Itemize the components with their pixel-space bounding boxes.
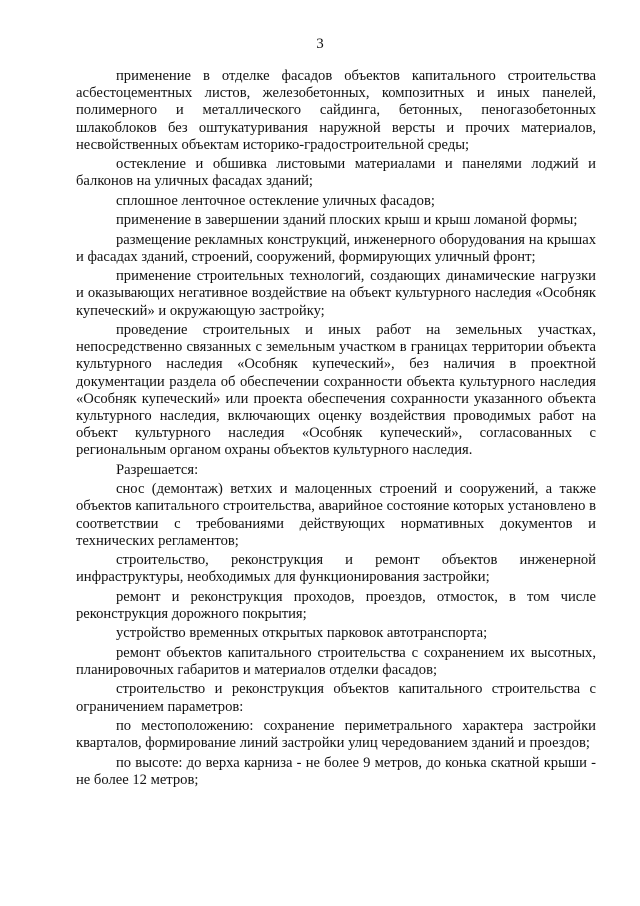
paragraph-location: по местоположению: сохранение периметрального характера застройки кварталов, формирование линий застройки улиц чередованием зданий и проездов; <box>76 717 596 752</box>
paragraph-allowed-heading: Разрешается: <box>116 461 199 478</box>
paragraph-passages: ремонт и реконструкция проходов, проездов, отмосток, в том числе реконструкция дорожного покрытия; <box>76 588 596 622</box>
page-number: 3 <box>316 36 324 52</box>
paragraph-demolition: снос (демонтаж) ветхих и малоценных строений и сооружений, а также объектов капитального строительства, аварийное состояние которых установлено в соответствии с требованиями действующих нормативных документов и технических регламентов; <box>76 481 596 549</box>
paragraph-glazing-balconies: остекление и обшивка листовыми материалами и панелями лоджий и балконов на уличных фасадах зданий; <box>76 156 596 190</box>
paragraph-flat-roofs: применение в завершении зданий плоских крыш и крыш ломаной формы; <box>116 212 578 229</box>
document-body <box>76 68 596 791</box>
paragraph-infrastructure: строительство, реконструкция и ремонт объектов инженерной инфраструктуры, необходимых для функционирования застройки; <box>76 552 596 586</box>
paragraph-advertising: размещение рекламных конструкций, инженерного оборудования на крышах и фасадах зданий, строений, сооружений, формирующих уличный фронт; <box>76 231 596 265</box>
paragraph-repair: ремонт объектов капитального строительства с сохранением их высотных, планировочных габаритов и материалов отделки фасадов; <box>76 644 596 678</box>
paragraph-parking: устройство временных открытых парковок автотранспорта; <box>116 625 488 642</box>
paragraph-facade-materials: применение в отделке фасадов объектов капитального строительства асбестоцементных листов, железобетонных, композитных и иных панелей, полимерного и металлического сайдинга, бетонных, пеногазобетонных шлакоблоков без оштукатуривания наружной версты и прочих материалов, несвойственных объектам историко-градостроительной среды; <box>76 68 596 153</box>
paragraph-height: по высоте: до верха карниза - не более 9 метров, до конька скатной крыши - не более 12 метров; <box>76 754 596 788</box>
paragraph-works-on-land-plots: проведение строительных и иных работ на земельных участках, непосредственно связанных с земельным участком в границах территории объекта культурного наследия «Особняк купеческий», без наличия в проектной документации раздела об обеспечении сохранности объекта культурного наследия «Особняк купеческий» или проекта обеспечения сохранности указанного объекта культурного наследия, включающих оценку воздействия проводимых работ на объект культурного наследия «Особняк купеческий», согласованных с региональным органом охраны объектов культурного наследия. <box>76 321 596 459</box>
paragraph-construction-technologies: применение строительных технологий, создающих динамические нагрузки и оказывающих негативное воздействие на объект культурного наследия «Особняк купеческий» и окружающую застройку; <box>76 268 596 319</box>
paragraph-construction-limits: строительство и реконструкция объектов капитального строительства с ограничением параметров: <box>76 681 596 715</box>
paragraph-ribbon-glazing: сплошное ленточное остекление уличных фасадов; <box>116 192 435 209</box>
